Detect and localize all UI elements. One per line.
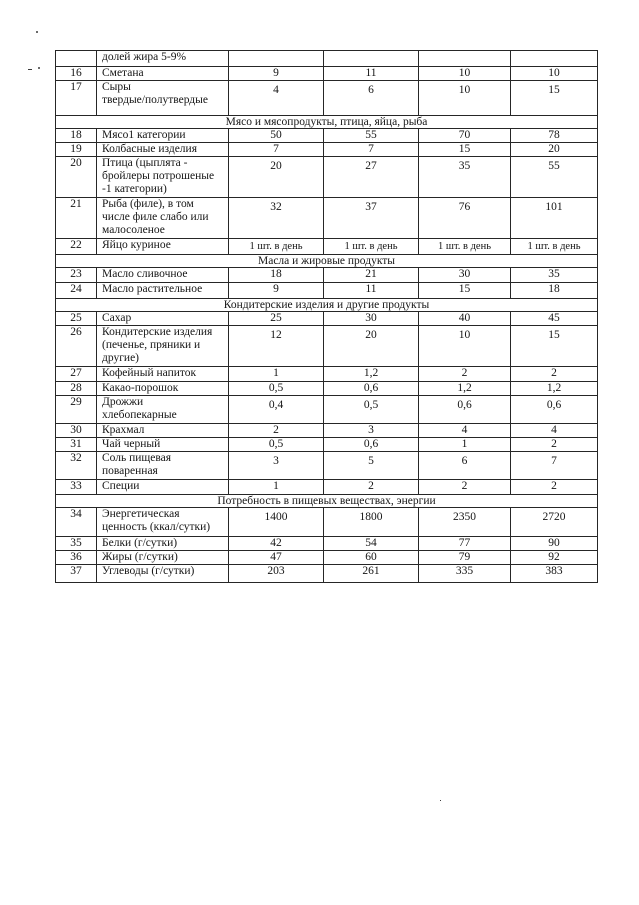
table-row bbox=[56, 565, 598, 583]
product-name: Кофейный напиток bbox=[97, 367, 229, 382]
value-cell: 15 bbox=[511, 81, 598, 116]
value-cell: 79 bbox=[419, 551, 511, 565]
row-number: 35 bbox=[56, 537, 97, 551]
value-cell: 1 шт. в день bbox=[229, 239, 324, 255]
table-row bbox=[56, 508, 598, 537]
section-header-row bbox=[56, 495, 598, 508]
value-cell: 27 bbox=[324, 157, 419, 198]
nutrition-norms-table bbox=[55, 50, 598, 583]
row-number: 37 bbox=[56, 565, 97, 583]
row-number: 23 bbox=[56, 268, 97, 283]
product-name: Энергетическая ценность (ккал/сутки) bbox=[97, 508, 229, 537]
product-name: Углеводы (г/сутки) bbox=[97, 565, 229, 583]
product-name: Кондитерские изделия (печенье, пряники и другие) bbox=[97, 326, 229, 367]
product-name: Сахар bbox=[97, 312, 229, 326]
value-cell: 76 bbox=[419, 198, 511, 239]
scan-speck bbox=[440, 800, 441, 801]
value-cell: 9 bbox=[229, 67, 324, 81]
scan-speck bbox=[38, 67, 40, 69]
value-cell: 1400 bbox=[229, 508, 324, 537]
value-cell: 11 bbox=[324, 283, 419, 299]
scan-speck bbox=[28, 69, 32, 70]
value-cell: 10 bbox=[419, 67, 511, 81]
value-cell: 0,4 bbox=[229, 396, 324, 424]
value-cell: 30 bbox=[324, 312, 419, 326]
product-name: Дрожжи хлебопекарные bbox=[97, 396, 229, 424]
row-number: 30 bbox=[56, 424, 97, 438]
value-cell: 77 bbox=[419, 537, 511, 551]
row-number: 34 bbox=[56, 508, 97, 537]
product-name: Специи bbox=[97, 480, 229, 495]
product-name: Сметана bbox=[97, 67, 229, 81]
value-cell: 2 bbox=[511, 367, 598, 382]
value-cell: 20 bbox=[229, 157, 324, 198]
value-cell: 90 bbox=[511, 537, 598, 551]
value-cell: 0,5 bbox=[229, 438, 324, 452]
row-number: 16 bbox=[56, 67, 97, 81]
value-cell: 2720 bbox=[511, 508, 598, 537]
value-cell: 5 bbox=[324, 452, 419, 480]
product-name: Яйцо куриное bbox=[97, 239, 229, 255]
table-row bbox=[56, 551, 598, 565]
table-row bbox=[56, 480, 598, 495]
product-name: Птица (цыплята - бройлеры потрошеные -1 категории) bbox=[97, 157, 229, 198]
product-name: Масло сливочное bbox=[97, 268, 229, 283]
empty-cell bbox=[324, 51, 419, 67]
value-cell: 92 bbox=[511, 551, 598, 565]
section-title: Потребность в пищевых веществах, энергии bbox=[56, 495, 598, 508]
row-number: 36 bbox=[56, 551, 97, 565]
value-cell: 1 шт. в день bbox=[419, 239, 511, 255]
value-cell: 261 bbox=[324, 565, 419, 583]
value-cell: 1 шт. в день bbox=[324, 239, 419, 255]
row-number: 29 bbox=[56, 396, 97, 424]
row-number: 26 bbox=[56, 326, 97, 367]
table-row bbox=[56, 424, 598, 438]
row-number: 32 bbox=[56, 452, 97, 480]
value-cell: 40 bbox=[419, 312, 511, 326]
table-row bbox=[56, 283, 598, 299]
value-cell: 1 bbox=[229, 367, 324, 382]
table-row bbox=[56, 198, 598, 239]
table-row bbox=[56, 51, 598, 67]
product-name: Какао-порошок bbox=[97, 382, 229, 396]
value-cell: 0,6 bbox=[419, 396, 511, 424]
value-cell: 20 bbox=[324, 326, 419, 367]
value-cell: 1 шт. в день bbox=[511, 239, 598, 255]
value-cell: 335 bbox=[419, 565, 511, 583]
value-cell: 6 bbox=[419, 452, 511, 480]
product-name: долей жира 5-9% bbox=[97, 51, 229, 67]
value-cell: 25 bbox=[229, 312, 324, 326]
empty-cell bbox=[56, 51, 97, 67]
value-cell: 3 bbox=[324, 424, 419, 438]
empty-cell bbox=[511, 51, 598, 67]
table-row bbox=[56, 67, 598, 81]
row-number: 17 bbox=[56, 81, 97, 116]
value-cell: 35 bbox=[511, 268, 598, 283]
section-title: Мясо и мясопродукты, птица, яйца, рыба bbox=[56, 116, 598, 129]
product-name: Мясо1 категории bbox=[97, 129, 229, 143]
value-cell: 0,5 bbox=[229, 382, 324, 396]
value-cell: 15 bbox=[419, 283, 511, 299]
scan-speck bbox=[36, 31, 38, 33]
product-name: Крахмал bbox=[97, 424, 229, 438]
value-cell: 21 bbox=[324, 268, 419, 283]
value-cell: 10 bbox=[419, 81, 511, 116]
value-cell: 2 bbox=[419, 367, 511, 382]
section-header-row bbox=[56, 299, 598, 312]
row-number: 25 bbox=[56, 312, 97, 326]
value-cell: 6 bbox=[324, 81, 419, 116]
table-row bbox=[56, 396, 598, 424]
value-cell: 1,2 bbox=[419, 382, 511, 396]
value-cell: 2 bbox=[511, 480, 598, 495]
value-cell: 4 bbox=[511, 424, 598, 438]
value-cell: 42 bbox=[229, 537, 324, 551]
table-row bbox=[56, 157, 598, 198]
table-row bbox=[56, 537, 598, 551]
row-number: 33 bbox=[56, 480, 97, 495]
table-row bbox=[56, 438, 598, 452]
value-cell: 2 bbox=[511, 438, 598, 452]
product-name: Рыба (филе), в том числе филе слабо или малосоленое bbox=[97, 198, 229, 239]
value-cell: 54 bbox=[324, 537, 419, 551]
value-cell: 55 bbox=[511, 157, 598, 198]
row-number: 24 bbox=[56, 283, 97, 299]
product-name: Белки (г/сутки) bbox=[97, 537, 229, 551]
section-header-row bbox=[56, 255, 598, 268]
value-cell: 383 bbox=[511, 565, 598, 583]
value-cell: 1 bbox=[419, 438, 511, 452]
value-cell: 1,2 bbox=[511, 382, 598, 396]
value-cell: 15 bbox=[419, 143, 511, 157]
value-cell: 50 bbox=[229, 129, 324, 143]
value-cell: 78 bbox=[511, 129, 598, 143]
value-cell: 4 bbox=[419, 424, 511, 438]
value-cell: 15 bbox=[511, 326, 598, 367]
table-row bbox=[56, 239, 598, 255]
row-number: 27 bbox=[56, 367, 97, 382]
table-row bbox=[56, 452, 598, 480]
row-number: 28 bbox=[56, 382, 97, 396]
value-cell: 2 bbox=[229, 424, 324, 438]
value-cell: 0,6 bbox=[324, 382, 419, 396]
table-row bbox=[56, 268, 598, 283]
row-number: 22 bbox=[56, 239, 97, 255]
value-cell: 7 bbox=[511, 452, 598, 480]
value-cell: 9 bbox=[229, 283, 324, 299]
row-number: 21 bbox=[56, 198, 97, 239]
value-cell: 12 bbox=[229, 326, 324, 367]
table-row bbox=[56, 312, 598, 326]
section-title: Кондитерские изделия и другие продукты bbox=[56, 299, 598, 312]
section-header-row bbox=[56, 116, 598, 129]
value-cell: 11 bbox=[324, 67, 419, 81]
value-cell: 47 bbox=[229, 551, 324, 565]
value-cell: 1 bbox=[229, 480, 324, 495]
value-cell: 32 bbox=[229, 198, 324, 239]
value-cell: 1800 bbox=[324, 508, 419, 537]
empty-cell bbox=[229, 51, 324, 67]
value-cell: 30 bbox=[419, 268, 511, 283]
product-name: Масло растительное bbox=[97, 283, 229, 299]
table-row bbox=[56, 382, 598, 396]
value-cell: 4 bbox=[229, 81, 324, 116]
value-cell: 0,5 bbox=[324, 396, 419, 424]
value-cell: 60 bbox=[324, 551, 419, 565]
value-cell: 70 bbox=[419, 129, 511, 143]
product-name: Жиры (г/сутки) bbox=[97, 551, 229, 565]
table-row bbox=[56, 143, 598, 157]
product-name: Соль пищевая поваренная bbox=[97, 452, 229, 480]
section-title: Масла и жировые продукты bbox=[56, 255, 598, 268]
value-cell: 203 bbox=[229, 565, 324, 583]
table-row bbox=[56, 129, 598, 143]
empty-cell bbox=[419, 51, 511, 67]
value-cell: 10 bbox=[419, 326, 511, 367]
value-cell: 101 bbox=[511, 198, 598, 239]
value-cell: 0,6 bbox=[324, 438, 419, 452]
row-number: 31 bbox=[56, 438, 97, 452]
product-name: Чай черный bbox=[97, 438, 229, 452]
value-cell: 3 bbox=[229, 452, 324, 480]
row-number: 20 bbox=[56, 157, 97, 198]
table-row bbox=[56, 81, 598, 116]
value-cell: 1,2 bbox=[324, 367, 419, 382]
value-cell: 2 bbox=[419, 480, 511, 495]
table-row bbox=[56, 367, 598, 382]
value-cell: 35 bbox=[419, 157, 511, 198]
value-cell: 20 bbox=[511, 143, 598, 157]
row-number: 18 bbox=[56, 129, 97, 143]
value-cell: 0,6 bbox=[511, 396, 598, 424]
value-cell: 2350 bbox=[419, 508, 511, 537]
value-cell: 45 bbox=[511, 312, 598, 326]
product-name: Колбасные изделия bbox=[97, 143, 229, 157]
value-cell: 7 bbox=[229, 143, 324, 157]
value-cell: 55 bbox=[324, 129, 419, 143]
value-cell: 10 bbox=[511, 67, 598, 81]
table-row bbox=[56, 326, 598, 367]
row-number: 19 bbox=[56, 143, 97, 157]
product-name: Сыры твердые/полутвердые bbox=[97, 81, 229, 116]
value-cell: 37 bbox=[324, 198, 419, 239]
value-cell: 7 bbox=[324, 143, 419, 157]
value-cell: 18 bbox=[511, 283, 598, 299]
value-cell: 2 bbox=[324, 480, 419, 495]
value-cell: 18 bbox=[229, 268, 324, 283]
